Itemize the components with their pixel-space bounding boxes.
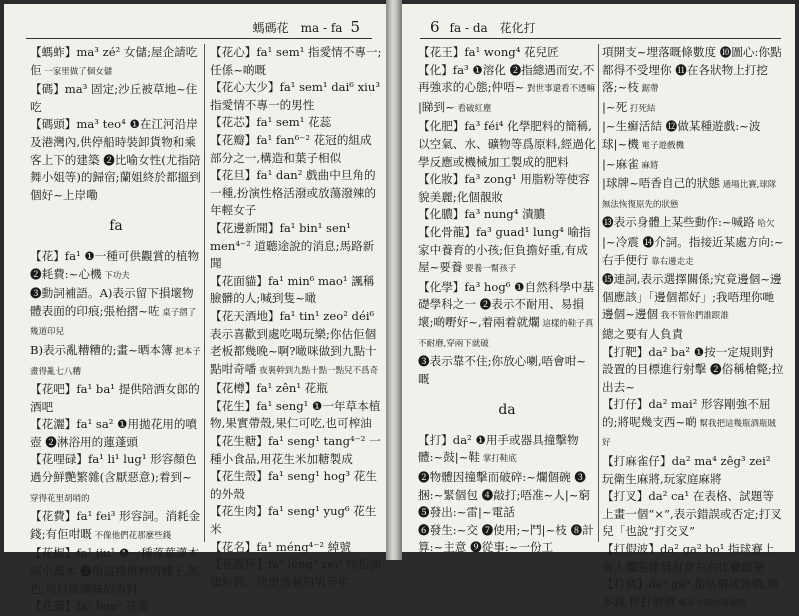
entry-text: ❻發生:~交 ❼使用;~鬥|~枝 ❽計算:~主意 ❾從事:~一份工	[418, 522, 594, 555]
dictionary-entry	[210, 132, 382, 167]
entry-text: 【碼頭】ma³ teo⁴ ❶在江河沿岸及港灣內,供停船時裝卸貨物和乘客上下的建築 ❷比喻女性(尤指陪舞小姐等)的歸宿;蘭姐終於都搵到個好~上岸嘞	[30, 117, 201, 202]
dictionary-entry	[418, 62, 596, 99]
entry-text: ❸表示靠不住;你放心喇,唔會咁~嘅	[418, 354, 587, 386]
entry-text: 【花樽】fa¹ zên¹ 花瓶	[210, 381, 328, 396]
dictionary-entry	[30, 285, 202, 342]
dictionary-entry	[418, 432, 596, 469]
entry-text: 【化肥】fa³ féi⁴ 化學肥料的簡稱,以空氣、水、礦物等爲原料,經過化學反應或機械加工製成的肥料	[418, 119, 596, 169]
entry-gloss: 哈欠	[754, 219, 775, 230]
entry-text: 【花天酒地】fa¹ tin¹ zeo² déi⁶ 表示喜歡到處吃喝玩樂;你估佢個老板都幾晚~啊?噉咪做到九點十點咁奇噃	[210, 308, 377, 376]
column-divider	[204, 44, 205, 542]
dictionary-entry	[418, 99, 596, 119]
dictionary-entry	[210, 556, 382, 591]
dictionary-entry	[602, 44, 784, 99]
entry-text: 【花芯】fa¹ sem¹ 花蕊	[210, 115, 332, 130]
entry-text: 【花生殼】fa¹ seng¹ hog³ 花生的外殼	[210, 469, 377, 501]
entry-text: B)表示亂糟糟的;畫~晒本簿	[30, 342, 173, 357]
entry-group	[418, 44, 596, 388]
entry-gloss: 掌打鞋底	[480, 454, 517, 465]
entry-gloss: 喺多少錢你報個價	[675, 598, 746, 609]
dictionary-entry	[602, 344, 784, 397]
entry-text: |睇到~	[418, 99, 455, 114]
entry-text: 【打靶】da² ba² ❶按一定規則對設置的目標進行射擊 ❷俗稱槍斃;拉出去~	[602, 344, 784, 394]
entry-gloss: 對世事還看不透嘛	[524, 84, 596, 95]
dictionary-entry	[602, 453, 784, 488]
entry-gloss: 電子遊戲機	[638, 140, 685, 151]
book-gutter	[386, 0, 402, 560]
entry-text: 【花名】fa¹ méng⁴⁻² 綽號	[210, 539, 351, 554]
entry-gloss: 打死結	[627, 103, 656, 114]
header-rule	[420, 38, 781, 39]
dictionary-entry	[210, 114, 382, 132]
page-number: 5	[350, 18, 360, 36]
entry-gloss: 桌子摺了幾道印兒	[30, 307, 197, 338]
entry-gloss: 夜裏幹到九點十點一點兒不爲奇	[256, 365, 379, 376]
dictionary-entry	[602, 326, 784, 344]
entry-text: 【花心】fa¹ sem¹ 指愛情不專一;任係~啲嘅	[210, 45, 382, 77]
dictionary-entry	[602, 175, 784, 214]
dictionary-entry	[30, 248, 202, 285]
dictionary-entry	[602, 156, 784, 176]
dictionary-entry	[210, 398, 382, 433]
dictionary-entry	[602, 271, 784, 326]
dictionary-entry	[210, 503, 382, 538]
entry-text: ❷物體因撞擊而破碎:~爛個碗 ❸捆:~緊個包 ❹敲打;唔准~人|~窮 ❺發出:~雷|~電話	[418, 470, 591, 520]
dictionary-entry	[210, 539, 382, 557]
section-heading: da	[498, 402, 516, 419]
entry-text: 【花心大少】fa¹ sem¹ dai⁶ xiu³ 指愛情不專一的男性	[210, 80, 380, 112]
header-rule	[26, 38, 372, 39]
entry-text: 【花瓣】fa¹ fan⁶⁻² 花冠的組成部分之一,構造和葉子相似	[210, 132, 372, 165]
entry-text: 【化妝】fa³ zong¹ 用脂粉等使容貌美麗;化個靚妝	[418, 172, 590, 204]
entry-text: 【化學】fa³ hog⁶ ❶自然科學中基礎學科之一 ❷表示不耐用、易損壞;啲嘢好~,着兩着就爛	[418, 279, 595, 329]
entry-text: 【花旦】fa¹ dan² 戲曲中旦角的一種,扮演性格活潑或放蕩潑辣的年輕女子	[210, 168, 376, 218]
entry-gloss: 鋸帶	[638, 84, 659, 95]
right-column-2	[602, 44, 784, 613]
entry-text: 項開支~埋落嘅條數度 ❿圖心:你點都得不受埋你 ⓫在各狀物上打挖落;~枝	[602, 45, 782, 95]
entry-gloss: 穿得花里胡哨的	[30, 493, 90, 504]
dictionary-entry	[602, 99, 784, 119]
entry-text: 【花生糖】fa¹ seng¹ tang⁴⁻² 一種小食品,用花生米加糖製成	[210, 434, 381, 466]
dictionary-entry	[30, 116, 202, 204]
entry-text: |~麻雀	[602, 156, 639, 171]
entry-gloss: 一家里做了個女儲	[41, 66, 113, 77]
entry-text: ⓯連詞,表示選擇關係;究竟邊個~邊個應該」「邊個都好」;我唔理你哋邊個~邊個	[602, 272, 782, 322]
entry-text: 【花邊新聞】fa¹ bin¹ sen¹ men⁴⁻² 道聽途說的消息;馬路新聞	[210, 220, 375, 271]
page-number: 6	[430, 18, 440, 36]
entry-text: 【化膿】fa³ nung⁴ 潰膿	[418, 207, 546, 222]
dictionary-entry	[210, 308, 382, 380]
left-column-2	[210, 44, 382, 591]
dictionary-entry	[602, 214, 784, 234]
dictionary-entry	[602, 234, 784, 271]
dictionary-entry	[210, 167, 382, 220]
dictionary-entry	[418, 279, 596, 353]
header-title: 螞碼花 ma - fa	[252, 21, 343, 35]
dictionary-entry	[210, 273, 382, 308]
right-column-1	[418, 44, 596, 557]
entry-text: 【花哩碌】fa¹ li¹ lug¹ 形容顏色過分鮮艷繁雜(含厭惡意);着到~	[30, 452, 197, 485]
entry-group	[602, 44, 784, 613]
entry-text: 【打麻雀仔】da² ma⁴ zêg³ zei² 玩衛生麻將,玩家庭麻將	[602, 454, 771, 486]
dictionary-entry	[210, 44, 382, 79]
entry-text: 【花費】fa¹ fei³ 形容詞。消耗金錢;有佢咁嘅	[30, 509, 201, 541]
dictionary-entry	[30, 451, 202, 508]
dictionary-entry	[602, 541, 784, 576]
dictionary-entry	[418, 224, 596, 279]
entry-text: |~死	[602, 99, 628, 114]
entry-text: 【打仔】da² mai² 形容剛強不屈的;將呢幾支西~啲	[602, 397, 771, 429]
entry-gloss: 通場比賽,球隊無法恢復原先的狀態	[602, 180, 777, 210]
entry-text: 【花生】fa¹ seng¹ ❶一年草本植物,果實帶殼,果仁可吃,也可榨油	[210, 398, 381, 431]
entry-text: 【花椒】fa¹ jiu¹ ❶一種落葉灌木或小喬木 ❷指這種植物的種子,黑色,可以做調味的香料	[30, 546, 200, 596]
entry-text: 【碼】ma³ 固定;沙丘被草地~住吃	[30, 82, 198, 114]
dictionary-entry	[602, 118, 784, 155]
dictionary-entry	[210, 433, 382, 468]
entry-text: 【花王】fa¹ wong⁴ 花兒匠	[418, 45, 559, 59]
running-header	[253, 18, 360, 36]
entry-text: |~冷震 ⓮介詞。指接近某處方向:~右手便行	[602, 234, 784, 267]
section-heading: fa	[109, 218, 123, 235]
entry-gloss: 看破紅塵	[454, 103, 492, 114]
dictionary-entry	[418, 118, 596, 171]
entry-gloss: 我不管你們誰跟誰	[658, 311, 729, 322]
entry-text: 【花】fa¹ ❶一種可供觀賞的植物 ❷耗費:~心機	[30, 248, 200, 281]
header-title: fa - da 花化打	[449, 21, 536, 35]
entry-text: 【化骨龍】fa³ guad¹ lung⁴ 喻指家中養育的小孩;佢負擔好重,有成屋~要養	[418, 224, 591, 275]
dictionary-entry	[210, 468, 382, 503]
dictionary-entry	[418, 469, 596, 522]
dictionary-entry	[30, 598, 202, 616]
dictionary-entry	[418, 206, 596, 224]
dictionary-entry	[30, 342, 202, 381]
entry-text: 【花靚仔】fa¹ léng³ zei² 特指油頭粉面、流里流氣的男青年	[210, 557, 382, 589]
entry-text: ❸動詞補語。A)表示留下損壞物體表面的印痕;張枱摺~咗	[30, 286, 194, 318]
entry-gloss: 這樣的鞋子真不耐磨,穿兩下就破	[418, 318, 594, 349]
dictionary-entry	[418, 171, 596, 206]
entry-gloss: 下功夫	[101, 270, 130, 281]
dictionary-entry	[602, 488, 784, 541]
entry-text: 【花蕾】fa¹ lem² 花蕾	[30, 599, 149, 614]
entry-text: |球牌~唔香自己的狀態	[602, 176, 720, 191]
entry-group	[30, 248, 202, 616]
running-header	[430, 18, 536, 36]
entry-text: 【花吧】fa¹ ba¹ 提供陪酒女郎的酒吧	[30, 382, 200, 414]
dictionary-entry	[30, 81, 202, 116]
dictionary-entry	[30, 44, 202, 81]
dictionary-entry	[210, 380, 382, 398]
entry-text: 【花生肉】fa¹ seng¹ yug⁶ 花生米	[210, 504, 377, 537]
entry-text: 【打個】da² ga³ 指估價或報價;幾多錢,你打個價	[602, 577, 779, 609]
dictionary-entry	[30, 381, 202, 416]
entry-text: ⓭表示身體上某些動作:~喊路	[602, 215, 755, 230]
entry-text: 【花灑】fa¹ sa² ❶用拋花用的噴壺 ❷淋浴用的蓮蓬頭	[30, 417, 198, 449]
entry-text: 總之要有人負責	[602, 326, 684, 341]
entry-gloss: 把本子畫得亂七八糟	[30, 346, 201, 377]
entry-gloss: 靠右邊走走	[648, 256, 694, 267]
dictionary-entry	[602, 396, 784, 453]
entry-text: 【打】da² ❶用手或器具撞擊物體:~鼓|~鞋	[418, 432, 579, 465]
dictionary-entry	[418, 353, 596, 388]
dictionary-entry	[210, 79, 382, 114]
entry-group	[210, 44, 382, 591]
entry-gloss: 麻將	[638, 160, 659, 171]
right-page	[402, 4, 795, 609]
entry-text: 【打叉】da² ca¹ 在表格、試題等上畫一個“×”,表示錯誤或否定;打叉兒「也說“打交叉”	[602, 489, 782, 539]
dictionary-entry	[30, 416, 202, 451]
entry-group	[418, 432, 596, 557]
column-divider	[598, 44, 599, 542]
left-column-1	[30, 44, 202, 616]
entry-gloss: 不像他們花那麼些錢	[91, 530, 172, 541]
dictionary-entry	[210, 220, 382, 273]
entry-text: |~生癬活結 ⓬做某種遊戲:~波球|~機	[602, 119, 761, 151]
entry-text: 【花面貓】fa¹ min⁶ mao¹ 諷稱臉髒的人;喊到隻~噉	[210, 273, 375, 306]
entry-gloss: 要養一幫孩子	[462, 264, 517, 275]
dictionary-entry	[418, 522, 596, 557]
entry-group	[30, 44, 202, 204]
dictionary-entry	[602, 576, 784, 613]
entry-text: 【螞蚱】ma³ zé² 女儲;屋企請吃佢	[30, 45, 198, 77]
dictionary-entry	[30, 545, 202, 598]
entry-text: 【打假波】da² ga² bo¹ 指球賽上有人爛陷球員有意左右比賽結果	[602, 542, 775, 574]
dictionary-entry	[418, 44, 596, 62]
entry-gloss: 幫我把這幾瓶酒瓶賊好	[602, 418, 776, 449]
left-page	[4, 4, 386, 614]
entry-text: 【化】fa³ ❶溶化 ❷指總遇而安,不再強求的心態;仲唔~	[418, 62, 595, 95]
dictionary-entry	[30, 508, 202, 545]
